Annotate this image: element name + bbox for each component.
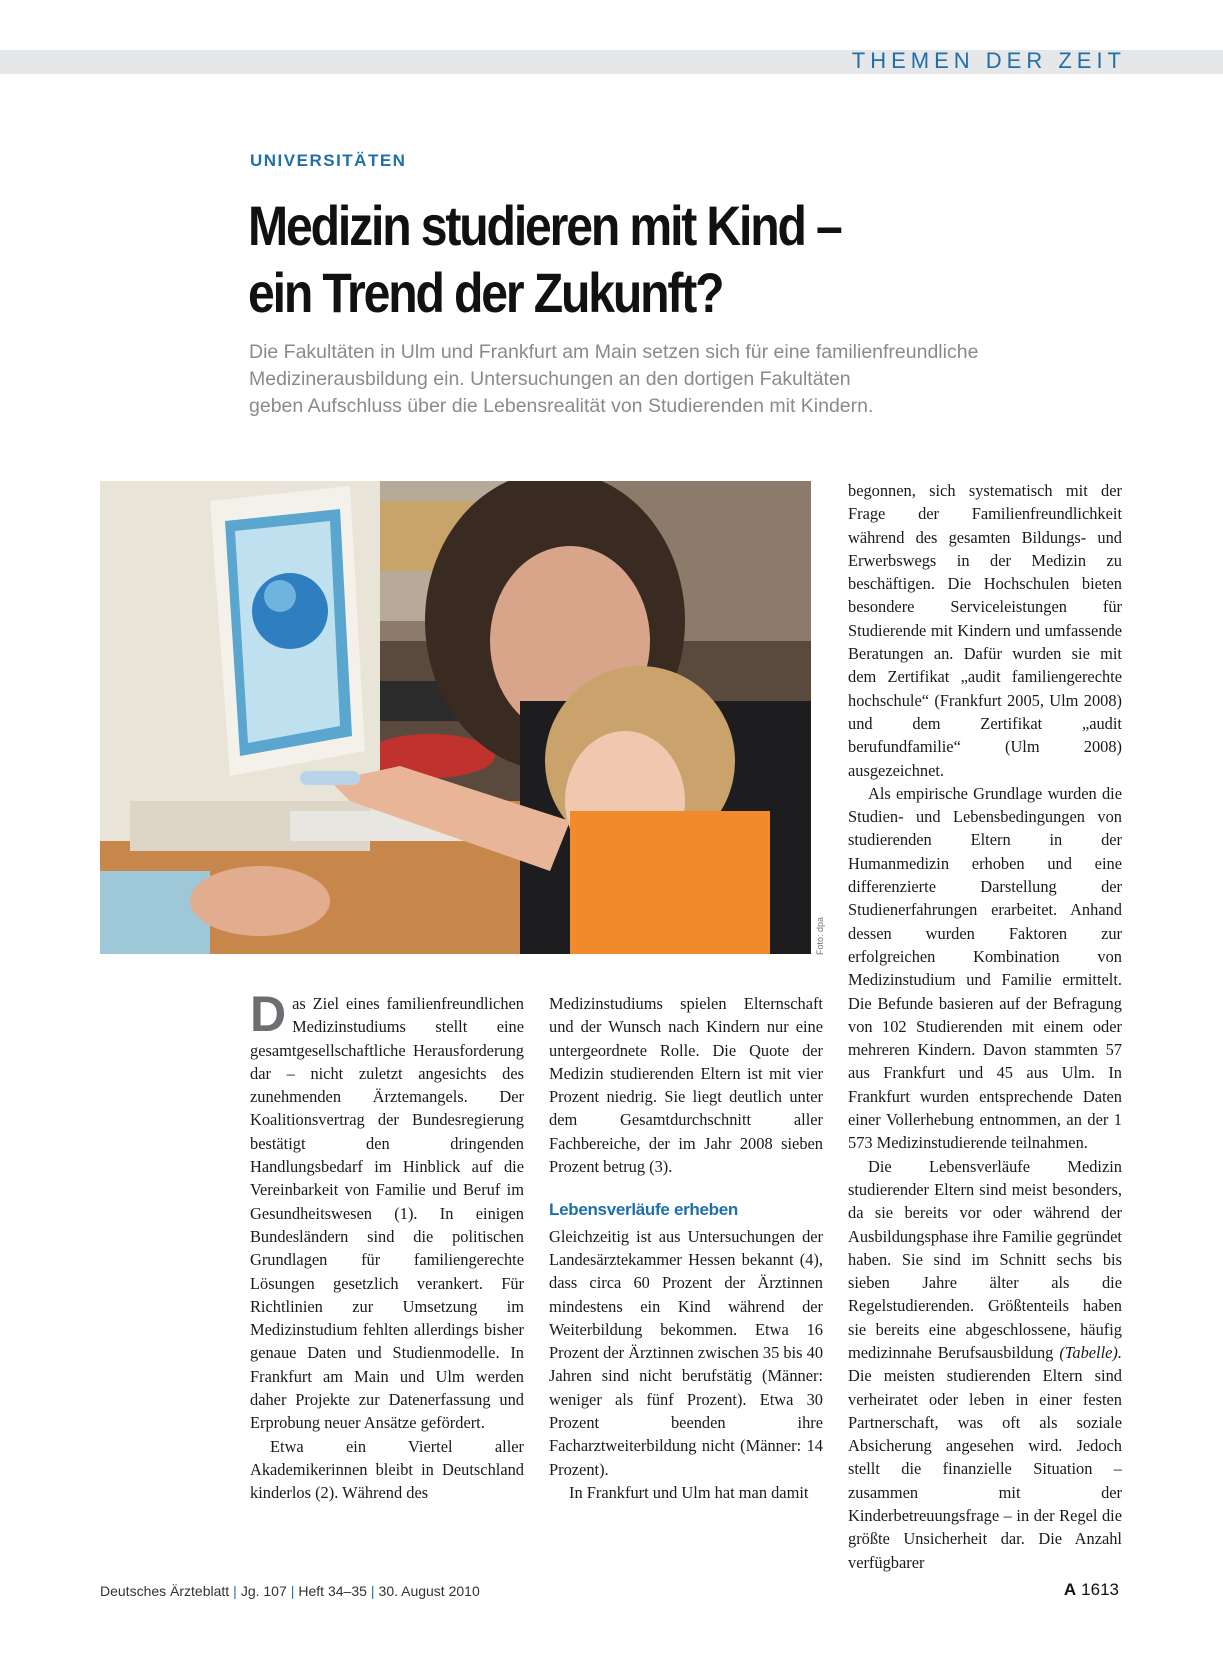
journal-volume: Jg. 107 — [240, 1583, 287, 1599]
footer-separator: | — [370, 1583, 375, 1599]
issue-date: 30. August 2010 — [378, 1583, 480, 1599]
body-column-2 — [549, 992, 823, 1504]
body-column-3 — [848, 479, 1122, 1574]
paragraph: In Frankfurt und Ulm hat man damit — [569, 1482, 809, 1502]
deck-line-1: Die Fakultäten in Ulm und Frankfurt am Main setzen sich für eine familienfreundliche — [249, 341, 979, 363]
deck-line-3: geben Aufschluss über die Lebensrealität von Studierenden mit Kindern. — [249, 395, 874, 417]
journal-name: Deutsches Ärzteblatt — [100, 1583, 230, 1599]
drop-cap: D — [250, 986, 287, 1042]
paragraph: Als empirische Grundlage wurden die Studien- und Lebensbedingungen von studierenden Eltern in der Humanmedizin erhoben und eine differenzierte Darstellung der Studienerfahrungen erarbeitet. Anhand dessen wurden Faktoren zur erfolgreichen Kombination von Medizinstudium und Familie ermittelt. Die Befunde basieren auf der Befragung von 102 Studierenden mit einem oder mehreren Kindern. Davon stammten 57 aus Frankfurt und 45 aus Ulm. In Frankfurt wurden entsprechende Daten einer Vollerhebung entnommen, an der 1 573 Medizinstudierende teilnahmen. — [848, 783, 1122, 1153]
paragraph: Etwa ein Viertel aller Akademikerinnen bleibt in Deutschland kinderlos (2). Während des — [250, 1436, 524, 1503]
deck-line-2: Medizinerausbildung ein. Untersuchungen an den dortigen Fakultäten — [249, 368, 851, 390]
section-title: THEMEN DER ZEIT — [851, 48, 1126, 73]
headline-line-1: Medizin studieren mit Kind – — [248, 194, 841, 257]
paragraph: Medizinstudiums spielen Elternschaft und der Wunsch nach Kindern nur eine untergeordnete Rolle. Die Quote der Medizin studierenden Eltern ist mit vier Prozent niedrig. Sie liegt deutlich unter dem Gesamtdurchschnitt aller Fachbereiche, der im Jahr 2008 sieben Prozent betrug (3). — [549, 994, 823, 1177]
photo-credit: Foto: dpa — [815, 916, 825, 955]
paragraph: Das Ziel eines familienfreundlichen Medizinstudiums stellt eine gesamtgesellschaftliche Herausforderung dar – nicht zuletzt angesichts des zunehmenden Ärztemangels. Der Koalitionsvertrag der Bundesregierung bestätigt den dringenden Handlungsbedarf im Hinblick auf die Vereinbarkeit von Familie und Beruf im Gesundheitswesen (1). In einigen Bundesländern sind die politischen Grundlagen für familiengerechte Lösungen gesetzlich verankert. Für Richtlinien zur Umsetzung im Medizinstudium fehlten allerdings bisher genaue Daten und Studienmodelle. In Frankfurt am Main und Ulm werden daher Projekte zur Datenerfassung und Erprobung neuer Ansätze gefördert. — [250, 986, 524, 1433]
footer-separator: | — [233, 1583, 237, 1599]
article-headline — [248, 192, 1022, 326]
page-number: A 1613 — [1063, 1580, 1119, 1599]
footer-separator: | — [290, 1583, 295, 1599]
article-photo — [100, 481, 811, 954]
page-footer — [100, 1583, 480, 1599]
paragraph: begonnen, sich systematisch mit der Frage der Familienfreundlichkeit während des gesamten Bildungs- und Erwerbswegs in der Medizin zu beschäftigen. Die Hochschulen bieten besondere Serviceleistungen für Studierende mit Kindern und umfassende Beratungen an. Dafür wurden sie mit dem Zertifikat „audit familiengerechte hochschule“ (Frankfurt 2005, Ulm 2008) und dem Zertifikat „audit berufundfamilie“ (Ulm 2008) ausgezeichnet. — [848, 481, 1122, 780]
paragraph: Gleichzeitig ist aus Untersuchungen der Landesärztekammer Hessen bekannt (4), dass circa 60 Prozent der Ärztinnen mindestens ein Kind während der Weiterbildung bekommen. Etwa 16 Prozent der Ärztinnen zwischen 35 bis 40 Jahren sind nicht berufstätig (Männer: weniger als fünf Prozent). Etwa 30 Prozent beenden ihre Facharztweiterbildung nicht (Männer: 14 Prozent). — [549, 1226, 824, 1479]
journal-issue: Heft 34–35 — [298, 1583, 367, 1599]
body-column-1 — [250, 986, 524, 1505]
section-subheading: Lebensverläufe erheben — [549, 1200, 738, 1220]
paragraph: Die Lebensverläufe Medizin studierender Eltern sind meist besonders, da sie bereits vor oder während der Ausbildungsphase ihre Familie gegründet haben. Sie sind im Schnitt sechs bis sieben Jahre älter als die Regelstudierenden. Größtenteils haben sie bereits eine abgeschlossene, häufig medizinnahe Berufsausbildung (Tabelle). Die meisten studierenden Eltern sind verheiratet oder leben in einer festen Partnerschaft, was oft als soziale Absicherung angesehen wird. Jedoch stellt die finanzielle Situation – zusammen mit der Kinderbetreuungsfrage – in der Regel die größte Unsicherheit dar. Die Anzahl verfügbarer — [848, 1156, 1122, 1572]
table-reference: (Tabelle). — [1059, 1342, 1122, 1362]
article-kicker: UNIVERSITÄTEN — [250, 151, 407, 170]
headline-line-2: ein Trend der Zukunft? — [248, 261, 723, 324]
article-deck — [249, 339, 1129, 420]
